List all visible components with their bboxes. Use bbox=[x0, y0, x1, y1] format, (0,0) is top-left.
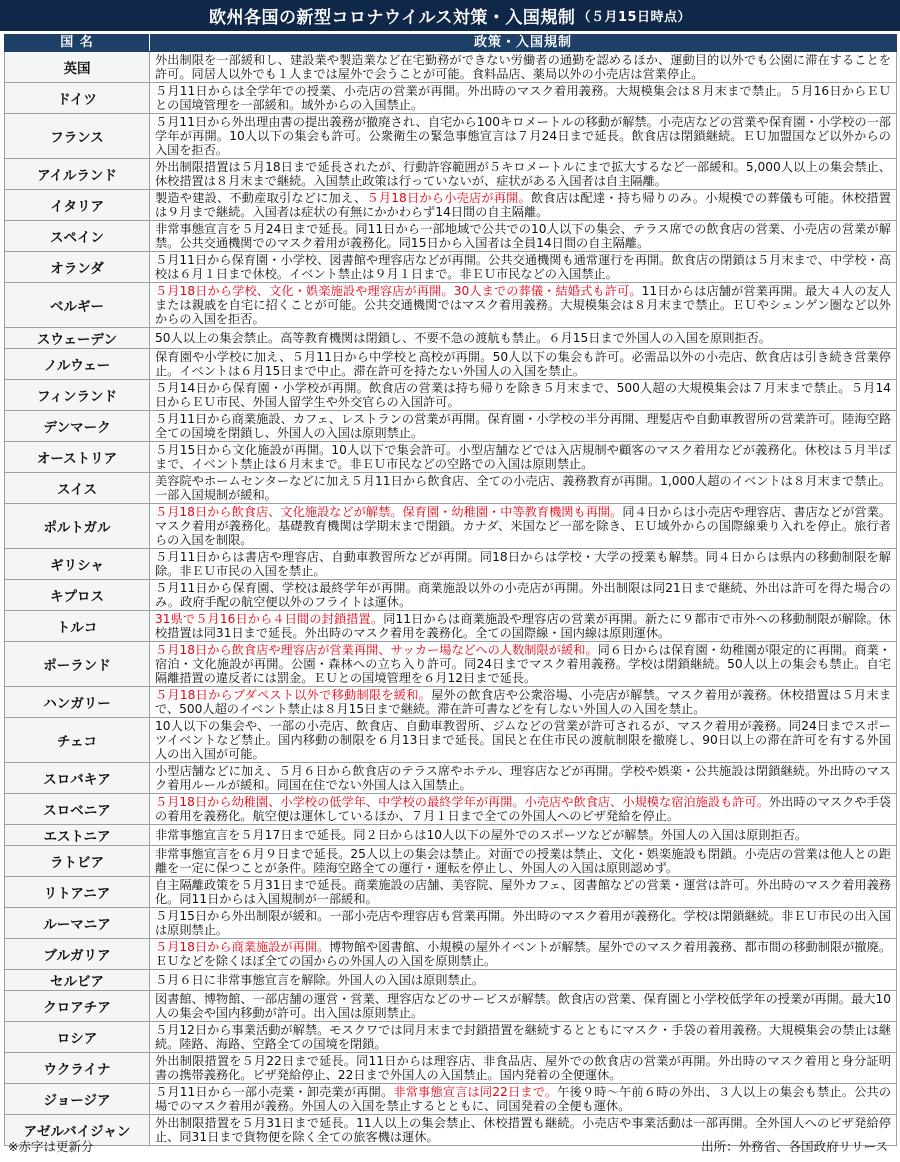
country-name: ラトビア bbox=[5, 846, 150, 877]
table-row bbox=[5, 159, 897, 190]
footer bbox=[8, 1139, 888, 1155]
policy-cell bbox=[150, 580, 897, 611]
policy-cell bbox=[150, 939, 897, 970]
footer-source: 出所：外務省、各国政府リリース bbox=[701, 1139, 888, 1154]
table-row bbox=[5, 687, 897, 718]
table-row bbox=[5, 991, 897, 1022]
country-name: ジョージア bbox=[5, 1084, 150, 1115]
policy-cell bbox=[150, 221, 897, 252]
country-name: スイス bbox=[5, 473, 150, 504]
country-name: アイルランド bbox=[5, 159, 150, 190]
country-name: ウクライナ bbox=[5, 1053, 150, 1084]
policy-text: 外出制限措置を５月22日まで延長。同11日からは理容店、非食品店、屋外での飲食店の営業が再開。外出時のマスク着用と身分証明書の携帯義務化。ビザ発給停止、22日まで外国人の入国禁止。国内発着の全便運休。 bbox=[155, 1054, 891, 1082]
country-name: フランス bbox=[5, 114, 150, 159]
country-name: 英国 bbox=[5, 52, 150, 83]
table-row bbox=[5, 1022, 897, 1053]
updated-policy-text: ５月18日から商業施設が再開。 bbox=[155, 940, 330, 954]
policy-text: 屋外の飲食店や公衆浴場、小売店が解禁。マスク着用が義務。休校措置は５月末まで、500人超のイベント禁止は８月15日まで継続。滞在許可書などを有しない外国人の入国を禁止。 bbox=[155, 688, 892, 716]
policy-text: ５月11日から保育園、学校は最終学年が再開。商業施設以外の小売店が再開。外出制限は同21日まで継続、外出は許可を得た場合のみ。政府手配の航空便以外のフライトは運休。 bbox=[155, 581, 891, 609]
country-name: アゼルバイジャン bbox=[5, 1115, 150, 1146]
country-name: スロバキア bbox=[5, 763, 150, 794]
country-name: ノルウェー bbox=[5, 349, 150, 380]
policy-cell bbox=[150, 687, 897, 718]
table-row bbox=[5, 611, 897, 642]
country-name: デンマーク bbox=[5, 411, 150, 442]
policy-text: 外出制限措置は５月18日まで延長されたが、行動許容範囲が５キロメートルにまで拡大するなど一部緩和。5,000人以上の集会禁止、休校措置は８月末まで継続。入国禁止政策は行っていないが、症状がある入国者は自主隔離。 bbox=[155, 160, 891, 188]
table-row bbox=[5, 52, 897, 83]
updated-policy-text: ５月18日からブダペスト以外で移動制限を緩和。 bbox=[155, 688, 432, 702]
country-name: キプロス bbox=[5, 580, 150, 611]
country-column-header: 国 名 bbox=[5, 35, 150, 52]
policy-cell bbox=[150, 908, 897, 939]
table-row bbox=[5, 411, 897, 442]
table-row bbox=[5, 794, 897, 825]
updated-policy-text: 非常事態宣言は同22日まで。 bbox=[393, 1085, 558, 1099]
policy-text: 非常事態宣言を５月24日まで延長。同11日から一部地域で公共での10人以下の集会、テラス席での飲食店の営業、小売店の営業が解禁。公共交通機関でのマスク着用が義務化。同15日から入国者は全員14日間の自主隔離。 bbox=[155, 222, 891, 250]
country-name: スペイン bbox=[5, 221, 150, 252]
policy-cell bbox=[150, 504, 897, 549]
policy-text: ５月12日から事業活動が解禁。モスクワでは同月末まで封鎖措置を継続するとともにマスク・手袋の着用義務。大規模集会の禁止は継続。陸路、海路、空路全ての国境を閉鎖。 bbox=[155, 1023, 891, 1051]
country-name: ポーランド bbox=[5, 642, 150, 687]
policy-cell bbox=[150, 159, 897, 190]
table-row bbox=[5, 380, 897, 411]
policy-cell bbox=[150, 825, 897, 846]
table-row bbox=[5, 939, 897, 970]
table-row bbox=[5, 252, 897, 283]
title-main: 欧州各国の新型コロナウイルス対策・入国規制 bbox=[208, 8, 576, 28]
country-name: ポルトガル bbox=[5, 504, 150, 549]
country-name: ロシア bbox=[5, 1022, 150, 1053]
policy-text: 外出時のマスクや手袋の着用を義務化。航空便は運休しているほか、７月１日まで全ての外国人へのビザ発給を停止。 bbox=[155, 795, 891, 823]
policy-cell bbox=[150, 642, 897, 687]
policy-cell bbox=[150, 52, 897, 83]
policy-text: ５月14日から保育園・小学校が再開。飲食店の営業は持ち帰りを除き５月末まで、500人超の大規模集会は７月末まで禁止。５月14日からＥＵ市民、外国人留学生や外交官らの入国許可。 bbox=[155, 381, 891, 409]
policy-cell bbox=[150, 549, 897, 580]
policy-cell bbox=[150, 283, 897, 328]
country-name: ブルガリア bbox=[5, 939, 150, 970]
policy-text: ５月15日から外出制限が緩和。一部小売店や理容店も営業再開。外出時のマスク着用が義務化。学校は閉鎖継続。非ＥＵ市民の出入国は原則禁止。 bbox=[155, 909, 891, 937]
table-row bbox=[5, 877, 897, 908]
country-name: ハンガリー bbox=[5, 687, 150, 718]
policy-text: ５月11日から外出理由書の提出義務が撤廃され、自宅から100キロメートルの移動が解禁。小売店などの営業や保育園・小学校の一部学年が再開。10人以下の集会も許可。公衆衛生の緊急事態宣言は７月24日まで延長。飲食店は閉鎖継続。ＥＵ加盟国など以外からの入国を拒否。 bbox=[155, 115, 891, 157]
policy-cell bbox=[150, 252, 897, 283]
country-name: リトアニア bbox=[5, 877, 150, 908]
policy-text: 自主隔離政策を５月31日まで延長。商業施設の店舗、美容院、屋外カフェ、図書館などの営業・運営は許可。外出時のマスク着用義務化。同11日からは入国規制が一部緩和。 bbox=[155, 878, 891, 906]
policy-text: 博物館や図書館、小規模の屋外イベントが解禁。屋外でのマスク着用義務、都市間の移動制限が撤廃。ＥＵなどを除くほぼ全ての国からの外国人の入国を原則禁止。 bbox=[155, 940, 892, 968]
policy-text: 11日からは店舗が営業再開。最大４人の友人または親戚を自宅に招くことが可能。公共交通機関ではマスク着用義務。大規模集会は８月末まで禁止。ＥＵやシェンゲン圏など以外からの入国を拒否。 bbox=[155, 284, 891, 326]
policy-text: 美容院やホームセンターなどに加え５月11日から飲食店、全ての小売店、義務教育が再開。1,000人超のイベントは８月末まで禁止。一部入国規制が緩和。 bbox=[155, 474, 891, 502]
policy-cell bbox=[150, 763, 897, 794]
table-row bbox=[5, 718, 897, 763]
country-name: クロアチア bbox=[5, 991, 150, 1022]
policy-text: ５月６日に非常事態宣言を解除。外国人の入国は原則禁止。 bbox=[155, 973, 485, 987]
policy-text: 50人以上の集会禁止。高等教育機関は閉鎖し、不要不急の渡航も禁止。６月15日まで外国人の入国を原則拒否。 bbox=[155, 331, 772, 345]
country-name: フィンランド bbox=[5, 380, 150, 411]
updated-policy-text: 31県で５月16日から４日間の封鎖措置。 bbox=[155, 612, 384, 626]
table-row bbox=[5, 1084, 897, 1115]
table-row bbox=[5, 190, 897, 221]
policy-text: 同６日からは保育園・幼稚園が限定的に再開。商業・宿泊・文化施設が再開。公園・森林への立ち入り許可。同24日までマスク着用義務。学校は閉鎖継続。50人以上の集会も禁止。自宅隔離措置の違反者には罰金。ＥＵとの国境管理を６月12日まで延長。 bbox=[155, 643, 891, 685]
table-row bbox=[5, 642, 897, 687]
country-name: ベルギー bbox=[5, 283, 150, 328]
table-row bbox=[5, 504, 897, 549]
policy-text: 製造や建設、不動産取引などに加え、 bbox=[155, 191, 367, 205]
policy-text: 外出制限を一部緩和し、建設業や製造業など在宅勤務ができない労働者の通勤を認めるほか、運動目的以外でも公園に滞在することを許可。同居人以外でも１人までは屋外で会うことが可能。食料品店、薬局以外の小売店は営業停止。 bbox=[155, 53, 891, 81]
country-name: エストニア bbox=[5, 825, 150, 846]
country-name: チェコ bbox=[5, 718, 150, 763]
table-row bbox=[5, 283, 897, 328]
table-row bbox=[5, 846, 897, 877]
header-row bbox=[5, 35, 897, 52]
policy-cell bbox=[150, 83, 897, 114]
table-row bbox=[5, 549, 897, 580]
policy-table bbox=[4, 34, 897, 1146]
table-row bbox=[5, 1053, 897, 1084]
policy-cell bbox=[150, 328, 897, 349]
title-date: （５月15日時点） bbox=[577, 10, 692, 25]
policy-cell bbox=[150, 718, 897, 763]
country-name: オランダ bbox=[5, 252, 150, 283]
policy-cell bbox=[150, 877, 897, 908]
policy-text: 図書館、博物館、一部店舗の運営・営業、理容店などのサービスが解禁。飲食店の営業、保育園と小学校低学年の授業が再開。最大10人の集会や国内移動が許可。出入国は原則禁止。 bbox=[155, 992, 891, 1020]
policy-text: 小型店舗などに加え、５月６日から飲食店のテラス席やホテル、理容店などが再開。学校や娯楽・公共施設は閉鎖継続。外出時のマスク着用ルールが緩和。同国在住でない外国人は入国禁止。 bbox=[155, 764, 891, 792]
policy-cell bbox=[150, 380, 897, 411]
policy-text: ５月11日から一部小売業・卸売業が再開。 bbox=[155, 1085, 394, 1099]
country-name: イタリア bbox=[5, 190, 150, 221]
policy-text: 午後９時～午前６時の外出、３人以上の集会も禁止。公共の場でのマスク着用が義務。外国人の入国を禁止するとともに、同国発着の全便も運休。 bbox=[155, 1085, 892, 1113]
policy-column-header: 政策・入国規制 bbox=[150, 35, 897, 52]
table-row bbox=[5, 442, 897, 473]
policy-cell bbox=[150, 349, 897, 380]
policy-text: ５月11日から保育園・小学校、図書館や理容店などが再開。公共交通機関も通常運行を再開。飲食店の閉鎖は５月末まで、中学校・高校は６月１日まで休校。イベント禁止は９月１日まで。非ＥＵ市民などの入国禁止。 bbox=[155, 253, 891, 281]
table-row bbox=[5, 908, 897, 939]
policy-text: ５月11日からは全学年での授業、小売店の営業が再開。外出時のマスク着用義務。大規模集会は８月末まで禁止。５月16日からＥＵとの国境管理を一部緩和。域外からの入国禁止。 bbox=[155, 84, 891, 112]
policy-text: 非常事態宣言を５月17日まで延長。同２日からは10人以下の屋外でのスポーツなどが解禁。外国人の入国は原則拒否。 bbox=[155, 828, 808, 842]
policy-cell bbox=[150, 611, 897, 642]
country-name: オーストリア bbox=[5, 442, 150, 473]
table-row bbox=[5, 580, 897, 611]
updated-policy-text: ５月18日から飲食店、文化施設などが解禁。保育園・幼稚園・中等教育機関も再開。 bbox=[155, 505, 623, 519]
table-row bbox=[5, 83, 897, 114]
table-row bbox=[5, 825, 897, 846]
policy-text: 同11日からは商業施設や理容店の営業が再開。新たに９都市で市外への移動制限が解除。休校措置は同31日まで延長。外出時のマスク着用を義務化。全ての国際線・国内線は原則運休。 bbox=[155, 612, 891, 640]
policy-text: 非常事態宣言を６月９日まで延長。25人以上の集会は禁止。対面での授業は禁止、文化・娯楽施設も閉鎖。小売店の営業は他人との距離を一定に保つことが条件。陸海空路全ての運行・運転を停止し、外国人の入国は原則認めず。 bbox=[155, 847, 891, 875]
policy-cell bbox=[150, 411, 897, 442]
policy-cell bbox=[150, 190, 897, 221]
policy-cell bbox=[150, 114, 897, 159]
policy-cell bbox=[150, 473, 897, 504]
table-row bbox=[5, 221, 897, 252]
policy-text: 外出制限措置を５月31日まで延長。11人以上の集会禁止、休校措置も継続。小売店や事業活動は一部再開。全外国人へのビザ発給停止、同31日まで貨物便を除く全ての旅客機は運休。 bbox=[155, 1116, 891, 1144]
footer-note: ※赤字は更新分 bbox=[8, 1139, 94, 1154]
country-name: セルビア bbox=[5, 970, 150, 991]
country-name: スウェーデン bbox=[5, 328, 150, 349]
policy-text: 飲食店は配達・持ち帰りのみ。小規模での葬儀も可能。休校措置は９月まで継続。入国者は症状の有無にかかわらず14日間の自主隔離。 bbox=[155, 191, 891, 219]
policy-cell bbox=[150, 970, 897, 991]
table-row bbox=[5, 970, 897, 991]
policy-text: 10人以下の集会や、一部の小売店、飲食店、自動車教習所、ジムなどの営業が許可されるが、マスク着用が義務。同24日までスポーツイベントなど禁止。国内移動の制限を６月13日まで延長。国民と在住市民の渡航制限を撤廃し、90日以上の滞在許可を有する外国人の出入国が可能。 bbox=[155, 719, 891, 761]
country-name: ドイツ bbox=[5, 83, 150, 114]
policy-cell bbox=[150, 1084, 897, 1115]
policy-cell bbox=[150, 846, 897, 877]
policy-text: 保育園や小学校に加え、５月11日から中学校と高校が再開。50人以下の集会も許可。必需品以外の小売店、飲食店は引き続き営業停止。イベントは６月15日まで中止。滞在許可を持たない外国人の入国を禁止。 bbox=[155, 350, 891, 378]
table-row bbox=[5, 763, 897, 794]
policy-text: ５月15日から文化施設が再開。10人以下で集会許可。小型店舗などでは入店規制や顧客のマスク着用などが義務化。休校は５月半ばまで、イベント禁止は６月末まで。非ＥＵ市民などの空路での入国は原則禁止。 bbox=[155, 443, 891, 471]
table-row bbox=[5, 473, 897, 504]
policy-cell bbox=[150, 1022, 897, 1053]
policy-text: ５月11日からは書店や理容店、自動車教習所などが再開。同18日からは学校・大学の授業も解禁。同４日からは県内の移動制限を解除。非ＥＵ市民の入国を禁止。 bbox=[155, 550, 891, 578]
policy-cell bbox=[150, 794, 897, 825]
policy-text: ５月11日から商業施設、カフェ、レストランの営業が再開。保育園・小学校の半分再開、理髪店や自動車教習所の営業許可。陸海空路全ての国境を閉鎖し、外国人の入国は原則禁止。 bbox=[155, 412, 891, 440]
country-name: スロベニア bbox=[5, 794, 150, 825]
policy-text: 同４日からは小売店や理容店、書店などが営業。マスク着用が義務化。基礎教育機関は学期末まで閉鎖。カナダ、米国など一部を除き、ＥＵ域外からの国際線乗り入れを停止。旅行者らの入国を制限。 bbox=[155, 505, 892, 547]
updated-policy-text: ５月18日から小売店が再開。 bbox=[366, 191, 531, 205]
table-body bbox=[5, 52, 897, 1146]
table-header bbox=[5, 35, 897, 52]
table-row bbox=[5, 328, 897, 349]
updated-policy-text: ５月18日から学校、文化・娯楽施設や理容店が再開。30人までの葬儀・結婚式も許可。 bbox=[155, 284, 642, 298]
policy-cell bbox=[150, 1053, 897, 1084]
country-name: トルコ bbox=[5, 611, 150, 642]
country-name: ギリシャ bbox=[5, 549, 150, 580]
table-row bbox=[5, 114, 897, 159]
table-row bbox=[5, 349, 897, 380]
page-title bbox=[0, 0, 900, 31]
policy-cell bbox=[150, 442, 897, 473]
updated-policy-text: ５月18日から幼稚園、小学校の低学年、中学校の最終学年が再開。小売店や飲食店、小規模な宿泊施設も許可。 bbox=[155, 795, 769, 809]
policy-cell bbox=[150, 991, 897, 1022]
updated-policy-text: ５月18日から飲食店や理容店が営業再開、サッカー場などへの人数制限が緩和。 bbox=[155, 643, 598, 657]
country-name: ルーマニア bbox=[5, 908, 150, 939]
